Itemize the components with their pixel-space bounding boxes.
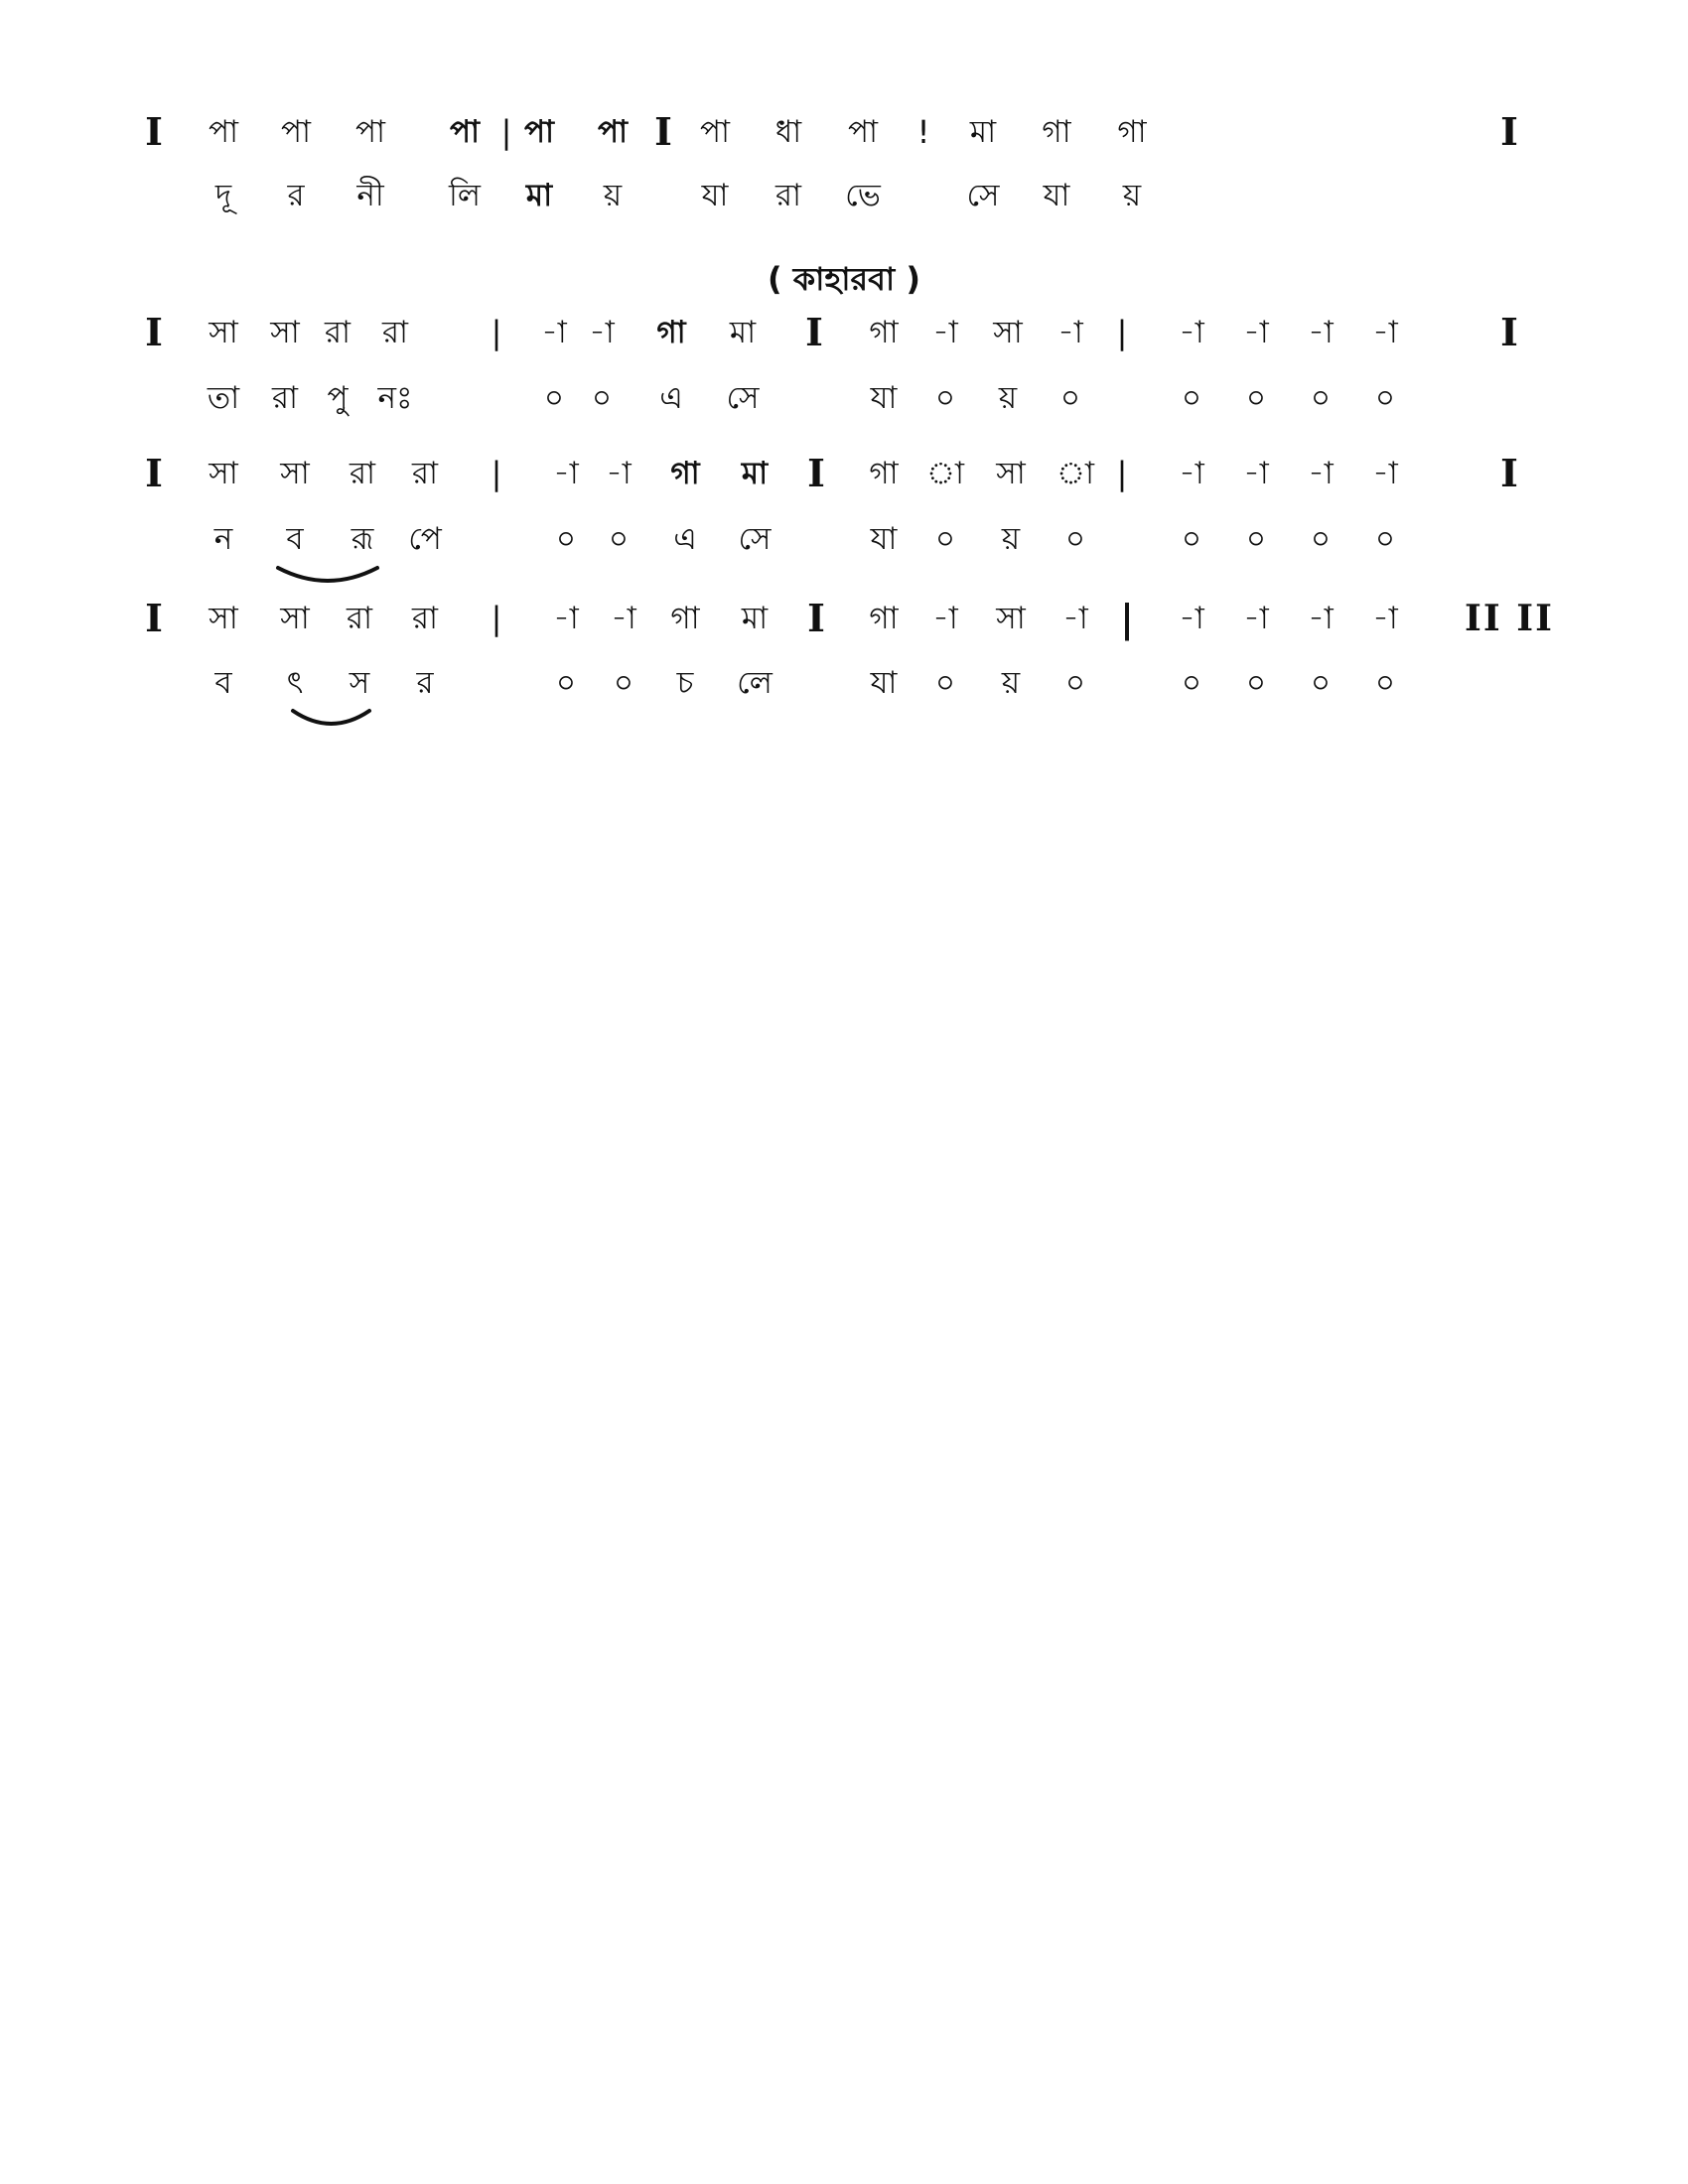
swara-note: -া bbox=[1243, 456, 1269, 491]
lyric-syllable: য় bbox=[998, 380, 1018, 416]
sam-barline: I bbox=[1500, 310, 1518, 354]
lyric-syllable: লি bbox=[449, 178, 481, 213]
swara-note: পা bbox=[449, 114, 481, 150]
sam-barline: I bbox=[145, 451, 163, 495]
lyric-syllable: ০ bbox=[1310, 665, 1332, 701]
swara-note: -া bbox=[1062, 601, 1088, 636]
swara-note: মা bbox=[729, 315, 757, 350]
swara-note: -া bbox=[1308, 315, 1334, 350]
swara-note: সা bbox=[209, 315, 238, 350]
swara-note: রা bbox=[381, 315, 409, 350]
swara-note: া bbox=[925, 456, 964, 491]
lyric-syllable: ০ bbox=[1059, 380, 1081, 416]
sam-barline: I bbox=[145, 596, 163, 640]
lyric-syllable: য় bbox=[603, 178, 623, 213]
lyric-syllable: ০ bbox=[934, 521, 956, 557]
swara-note: গা bbox=[869, 315, 899, 350]
sam-barline: I bbox=[807, 451, 825, 495]
lyric-syllable: চ bbox=[676, 665, 694, 701]
lyric-syllable: ০ bbox=[608, 521, 630, 557]
lyric-syllable: য় bbox=[1122, 178, 1142, 213]
swara-note: গা bbox=[1117, 114, 1147, 150]
lyric-syllable: ০ bbox=[1181, 380, 1202, 416]
barline: | bbox=[491, 600, 502, 637]
lyric-syllable: যা bbox=[701, 178, 729, 213]
barline: | bbox=[491, 314, 502, 351]
lyric-syllable: যা bbox=[870, 665, 898, 701]
swara-note: মা bbox=[741, 456, 769, 491]
sam-barline: I bbox=[145, 310, 163, 354]
lyric-syllable: মা bbox=[525, 178, 553, 213]
lyric-syllable: ০ bbox=[934, 380, 956, 416]
lyric-syllable: পু bbox=[327, 380, 349, 416]
final-barline: II II bbox=[1465, 598, 1554, 639]
swara-note: পা bbox=[597, 114, 629, 150]
swara-note: -া bbox=[1372, 315, 1398, 350]
lyric-syllable: ০ bbox=[1374, 521, 1396, 557]
swara-note: -া bbox=[1179, 456, 1204, 491]
lyric-syllable: রা bbox=[271, 380, 299, 416]
lyric-syllable: ০ bbox=[1374, 380, 1396, 416]
barline: | bbox=[500, 113, 512, 151]
lyric-line-3 bbox=[0, 514, 1688, 564]
swara-note: গা bbox=[656, 315, 686, 350]
lyric-syllable: ০ bbox=[555, 665, 577, 701]
swara-line-2 bbox=[0, 308, 1688, 357]
swara-line-4 bbox=[0, 594, 1688, 643]
barline: | bbox=[1116, 314, 1128, 351]
lyric-line-4 bbox=[0, 658, 1688, 708]
swara-note: পা bbox=[354, 114, 386, 150]
lyric-syllable: ০ bbox=[1310, 380, 1332, 416]
swara-note: -া bbox=[1243, 315, 1269, 350]
swara-note: -া bbox=[1057, 315, 1083, 350]
swara-note: গা bbox=[670, 601, 700, 636]
swara-note: -া bbox=[1372, 601, 1398, 636]
slur-mark bbox=[283, 707, 379, 737]
lyric-syllable: তা bbox=[207, 380, 240, 416]
lyric-syllable: ন bbox=[213, 521, 233, 557]
lyric-syllable: ০ bbox=[591, 380, 613, 416]
lyric-syllable: ০ bbox=[1245, 521, 1267, 557]
swara-note: গা bbox=[869, 456, 899, 491]
sam-barline: I bbox=[1500, 451, 1518, 495]
lyric-syllable: য় bbox=[1001, 521, 1021, 557]
swara-note: পা bbox=[699, 114, 731, 150]
swara-note: সা bbox=[993, 315, 1023, 350]
lyric-syllable: স bbox=[349, 665, 370, 701]
lyric-syllable: সে bbox=[738, 521, 772, 557]
lyric-syllable: ০ bbox=[1245, 380, 1267, 416]
swara-line-1 bbox=[0, 107, 1688, 157]
swara-note: সা bbox=[209, 601, 238, 636]
swara-note: রা bbox=[349, 456, 376, 491]
swara-note: সা bbox=[270, 315, 300, 350]
lyric-syllable: ০ bbox=[1245, 665, 1267, 701]
swara-note: -া bbox=[932, 601, 958, 636]
lyric-syllable: ব bbox=[286, 521, 304, 557]
swara-note: -া bbox=[541, 315, 567, 350]
lyric-syllable: ০ bbox=[1374, 665, 1396, 701]
swara-note: -া bbox=[932, 315, 958, 350]
taal-label: ( কাহারবা ) bbox=[768, 260, 920, 298]
swara-note: রা bbox=[411, 456, 439, 491]
swara-note: সা bbox=[280, 456, 310, 491]
swara-note: সা bbox=[280, 601, 310, 636]
swara-note: -া bbox=[1243, 601, 1269, 636]
swara-note: গা bbox=[1042, 114, 1071, 150]
barline: | bbox=[491, 455, 502, 492]
lyric-syllable: য় bbox=[1001, 665, 1021, 701]
lyric-syllable: ০ bbox=[1064, 521, 1086, 557]
lyric-syllable: রূ bbox=[351, 521, 374, 557]
lyric-syllable: ভে bbox=[845, 178, 881, 213]
swara-note: -া bbox=[1308, 456, 1334, 491]
swara-note: া bbox=[1055, 456, 1094, 491]
lyric-syllable: লে bbox=[737, 665, 773, 701]
swara-note: গা bbox=[670, 456, 700, 491]
lyric-syllable: ব bbox=[214, 665, 232, 701]
swara-note: -া bbox=[589, 315, 615, 350]
swara-note: -া bbox=[1372, 456, 1398, 491]
lyric-syllable: ০ bbox=[543, 380, 565, 416]
swara-note: ধা bbox=[774, 114, 802, 150]
lyric-syllable: ০ bbox=[1181, 665, 1202, 701]
swara-note: মা bbox=[741, 601, 769, 636]
lyric-syllable: ০ bbox=[555, 521, 577, 557]
lyric-syllable: এ bbox=[673, 521, 697, 557]
lyric-syllable: ০ bbox=[1064, 665, 1086, 701]
swara-note: পা bbox=[523, 114, 555, 150]
lyric-syllable: যা bbox=[870, 521, 898, 557]
swara-note: পা bbox=[208, 114, 239, 150]
swara-note: -া bbox=[606, 456, 632, 491]
swara-line-3 bbox=[0, 449, 1688, 498]
swara-note: সা bbox=[209, 456, 238, 491]
sam-barline: I bbox=[1500, 109, 1518, 154]
swara-note: -া bbox=[1179, 315, 1204, 350]
slur-mark bbox=[268, 564, 387, 594]
lyric-syllable: র bbox=[287, 178, 305, 213]
lyric-syllable: এ bbox=[659, 380, 683, 416]
swara-note: -া bbox=[553, 601, 579, 636]
swara-note: মা bbox=[969, 114, 997, 150]
lyric-syllable: যা bbox=[1043, 178, 1070, 213]
lyric-syllable: ৎ bbox=[286, 665, 304, 701]
swara-note: পা bbox=[280, 114, 312, 150]
swara-note: সা bbox=[996, 601, 1026, 636]
sam-barline: | bbox=[1120, 596, 1134, 640]
barline: | bbox=[1116, 455, 1128, 492]
lyric-syllable: সে bbox=[726, 380, 760, 416]
lyric-syllable: দূ bbox=[214, 178, 232, 213]
sam-barline: I bbox=[145, 109, 163, 154]
sam-barline: I bbox=[807, 596, 825, 640]
lyric-syllable: সে bbox=[966, 178, 1000, 213]
swara-note: রা bbox=[346, 601, 373, 636]
swara-note: রা bbox=[324, 315, 352, 350]
lyric-syllable: নী bbox=[356, 178, 384, 213]
lyric-syllable: পে bbox=[408, 521, 442, 557]
sam-barline: I bbox=[805, 310, 823, 354]
lyric-syllable: ০ bbox=[1181, 521, 1202, 557]
swara-note: গা bbox=[869, 601, 899, 636]
lyric-syllable: ০ bbox=[1310, 521, 1332, 557]
lyric-syllable: যা bbox=[870, 380, 898, 416]
swara-note: পা bbox=[847, 114, 879, 150]
lyric-syllable: র bbox=[416, 665, 434, 701]
lyric-line-2 bbox=[0, 373, 1688, 423]
swara-note: -া bbox=[553, 456, 579, 491]
lyric-syllable: ০ bbox=[613, 665, 634, 701]
swara-note: -া bbox=[1308, 601, 1334, 636]
barline: ! bbox=[916, 113, 930, 151]
lyric-line-1 bbox=[0, 171, 1688, 220]
swara-note: -া bbox=[1179, 601, 1204, 636]
lyric-syllable: রা bbox=[774, 178, 802, 213]
lyric-syllable: ০ bbox=[934, 665, 956, 701]
swara-note: সা bbox=[996, 456, 1026, 491]
lyric-syllable: নঃ bbox=[377, 380, 413, 416]
sam-barline: I bbox=[654, 109, 672, 154]
swara-note: -া bbox=[611, 601, 636, 636]
swara-note: রা bbox=[411, 601, 439, 636]
